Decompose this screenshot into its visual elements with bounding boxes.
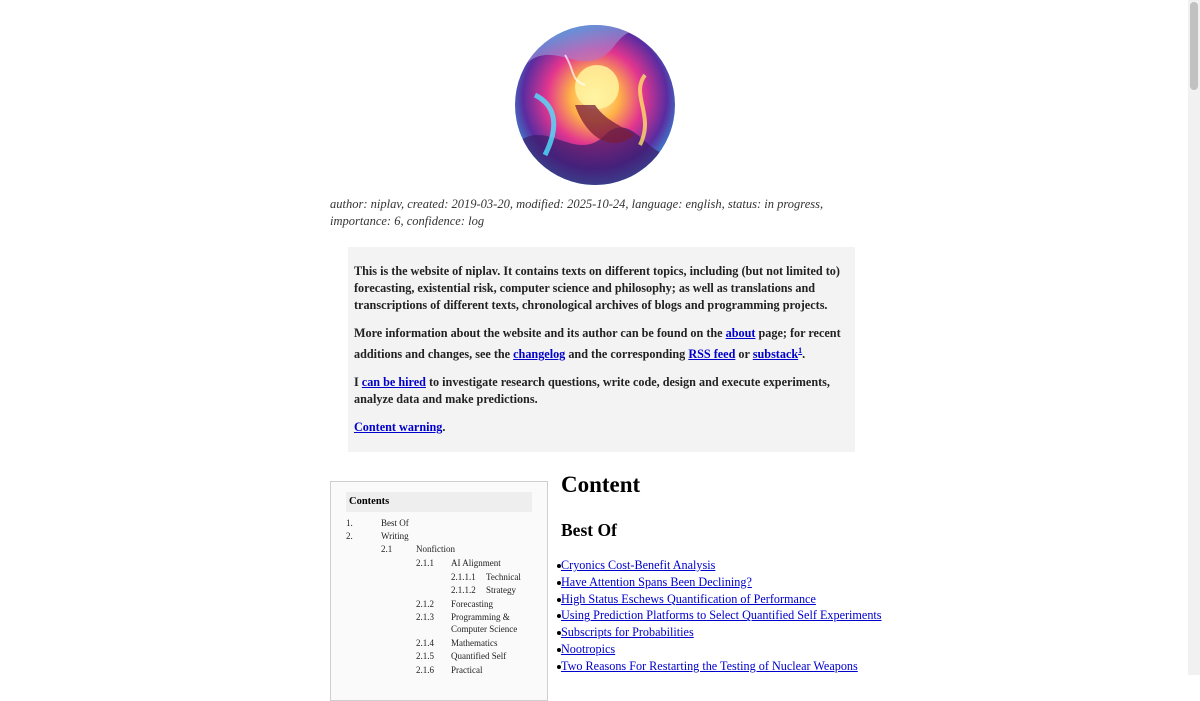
footnote-1-link[interactable]: 1: [798, 346, 803, 355]
toc-label[interactable]: Technical: [486, 572, 521, 582]
best-of-link[interactable]: Using Prediction Platforms to Select Quantified Self Experiments: [561, 608, 882, 623]
best-of-list: [561, 557, 882, 675]
content-heading: Content: [561, 472, 641, 497]
rss-feed-link[interactable]: RSS feed: [688, 347, 736, 362]
page-metadata: author: niplav, created: 2019-03-20, modified: 2025-10-24, language: english, status: in progress, importance: 6, confidence: log: [330, 197, 824, 228]
toc-number: 2.1.2: [416, 599, 434, 609]
list-item: [561, 607, 882, 624]
toc-number: 2.1.5: [416, 651, 434, 661]
toc-number: 2.1.3: [416, 612, 434, 622]
toc-label[interactable]: Quantified Self: [451, 651, 507, 661]
list-item: [561, 641, 882, 658]
best-of-link[interactable]: Cryonics Cost-Benefit Analysis: [561, 558, 716, 572]
intro-paragraph-3: [354, 374, 849, 408]
site-avatar: [515, 25, 675, 185]
scrollbar-thumb[interactable]: [1190, 2, 1198, 90]
list-item: [561, 557, 882, 574]
intro-text: I: [354, 375, 362, 390]
intro-box: [348, 247, 855, 452]
toc-label[interactable]: Programming &: [451, 612, 510, 622]
intro-text: or: [735, 347, 753, 362]
intro-text: More information about the website and its author can be found on the: [354, 326, 726, 340]
list-item: [561, 574, 882, 591]
toc-number: 2.: [346, 531, 353, 541]
toc-number: 2.1.1: [416, 558, 434, 568]
table-of-contents: [330, 481, 548, 701]
toc-number: 1.: [346, 518, 353, 528]
avatar-art: [515, 25, 675, 185]
toc-label[interactable]: Computer Science: [451, 624, 518, 634]
toc-number: 2.1.6: [416, 665, 434, 675]
about-link[interactable]: about: [725, 326, 756, 340]
intro-paragraph-2: [354, 325, 849, 363]
intro-text: .: [442, 420, 446, 435]
best-of-link[interactable]: Two Reasons For Restarting the Testing of Nuclear Weapons: [561, 658, 858, 673]
toc-label[interactable]: Mathematics: [451, 638, 498, 648]
changelog-link[interactable]: changelog: [513, 347, 566, 362]
toc-label[interactable]: Best Of: [381, 518, 409, 528]
best-of-heading: Best Of: [561, 520, 617, 540]
intro-paragraph-1: This is the website of niplav. It contains texts on different topics, including (but not limited to) forecasting, existential risk, computer science and philosophy; as well as translations and transcriptions of different texts, chronological archives of blogs and programming projects.: [354, 264, 840, 312]
toc-number: 2.1.4: [416, 638, 434, 648]
intro-paragraph-4: [354, 419, 849, 436]
list-item: [561, 658, 882, 675]
substack-link[interactable]: substack: [752, 347, 799, 362]
toc-number: 2.1.1.2: [451, 585, 476, 595]
hire-link[interactable]: can be hired: [361, 375, 426, 390]
toc-label[interactable]: Strategy: [486, 585, 516, 595]
vertical-scrollbar[interactable]: [1188, 0, 1200, 675]
toc-label[interactable]: Writing: [381, 531, 409, 541]
toc-label[interactable]: Practical: [451, 665, 483, 675]
toc-label[interactable]: Forecasting: [451, 599, 493, 609]
best-of-link[interactable]: Subscripts for Probabilities: [561, 625, 694, 640]
intro-text: to investigate research questions, write code, design and execute experiments, analyze data and make predictions.: [354, 375, 830, 407]
toc-number: 2.1: [381, 544, 393, 554]
toc-title: Contents: [346, 492, 532, 512]
best-of-link[interactable]: Have Attention Spans Been Declining?: [561, 574, 752, 589]
intro-text: .: [802, 347, 806, 362]
toc-number: 2.1.1.1: [451, 572, 476, 582]
content-warning-link[interactable]: Content warning: [354, 420, 443, 435]
best-of-link[interactable]: High Status Eschews Quantification of Performance: [561, 591, 816, 606]
list-item: [561, 591, 882, 608]
list-item: [561, 624, 882, 641]
toc-label[interactable]: Nonfiction: [416, 544, 455, 554]
best-of-link[interactable]: Nootropics: [561, 641, 616, 656]
intro-text: page; for recent additions and changes, see the: [354, 326, 841, 362]
toc-label[interactable]: AI Alignment: [451, 558, 501, 568]
intro-text: and the corresponding: [565, 347, 689, 362]
